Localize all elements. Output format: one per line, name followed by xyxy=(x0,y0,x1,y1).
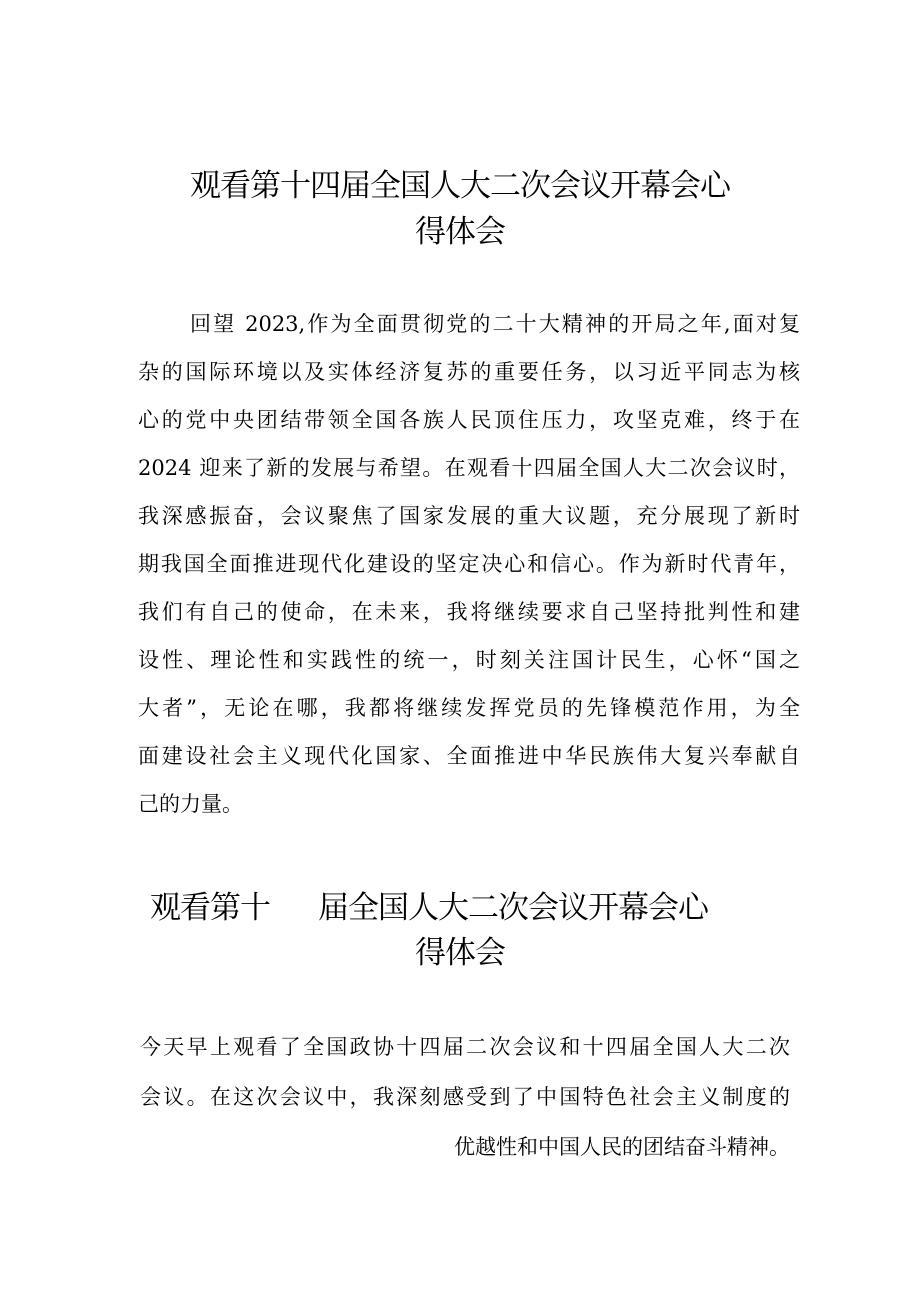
paragraph-line: 设性、理论性和实践性的统一，时刻关注国计民生，心怀“国之 xyxy=(138,648,800,672)
paragraph-line: 心的党中央团结带领全国各族人民顶住压力，攻坚克难，终于在 xyxy=(138,408,800,432)
section-1-title-line-2: 得体会 xyxy=(415,214,505,250)
paragraph-line: 期我国全面推进现代化建设的坚定决心和信心。作为新时代青年， xyxy=(138,552,800,576)
section-2-title-part-2: 届全国人大二次会议开幕会心 xyxy=(318,890,708,926)
paragraph-line: 杂的国际环境以及实体经济复苏的重要任务，以习近平同志为核 xyxy=(138,360,800,384)
paragraph-line: 回望 2023,作为全面贯彻党的二十大精神的开局之年,面对复 xyxy=(190,312,800,336)
paragraph-line: 我们有自己的使命，在未来，我将继续要求自己坚持批判性和建 xyxy=(138,600,800,624)
section-1-title-line-1: 观看第十四届全国人大二次会议开幕会心 xyxy=(190,168,730,204)
section-2-paragraph xyxy=(140,1022,790,1172)
section-2-title-line-1 xyxy=(150,885,708,931)
paragraph-line: 面建设社会主义现代化国家、全面推进中华民族伟大复兴奉献自 xyxy=(138,744,800,768)
paragraph-line: 优越性和中国人民的团结奋斗精神。 xyxy=(454,1135,790,1159)
paragraph-line: 今天早上观看了全国政协十四届二次会议和十四届全国人大二次 xyxy=(140,1035,790,1059)
section-2-title-line-2: 得体会 xyxy=(415,935,505,971)
paragraph-line: 己的力量。 xyxy=(138,792,243,816)
paragraph-line: 会议。在这次会议中，我深刻感受到了中国特色社会主义制度的 xyxy=(140,1085,790,1109)
paragraph-line: 我深感振奋，会议聚焦了国家发展的重大议题，充分展现了新时 xyxy=(138,504,800,528)
section-1-paragraph xyxy=(138,300,800,828)
paragraph-line: 2024 迎来了新的发展与希望。在观看十四届全国人大二次会议时， xyxy=(138,456,800,480)
section-2-title-part-1: 观看第十 xyxy=(150,890,270,926)
paragraph-line: 大者”，无论在哪，我都将继续发挥党员的先锋模范作用，为全 xyxy=(138,696,800,720)
